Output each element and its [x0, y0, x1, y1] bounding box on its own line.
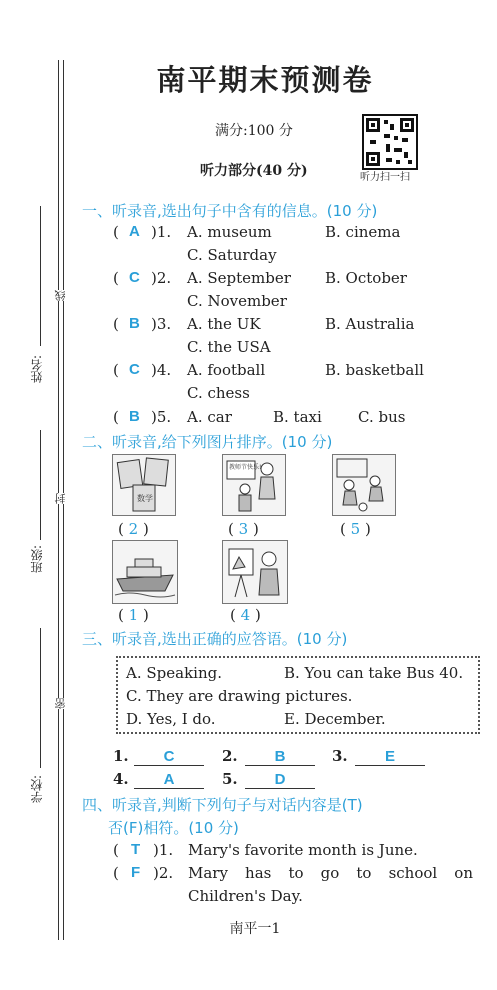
- s1-question-2: ( C )2. A. September B. October: [113, 269, 407, 287]
- s4-answer-2[interactable]: F: [131, 864, 141, 881]
- listening-part: 听力部分(40 分): [200, 163, 308, 179]
- s1-q2-option-c: C. November: [187, 292, 287, 310]
- s1-q3-option-c: C. the USA: [187, 338, 271, 356]
- school-field-line[interactable]: [40, 628, 41, 768]
- page-footer: 南平一1: [229, 921, 281, 937]
- seal-mark-secret: 密: [54, 698, 67, 709]
- s3-answer-2[interactable]: B: [245, 748, 315, 766]
- picture-5-order: ( 4 ): [230, 606, 261, 624]
- s1-question-5: ( B )5. A. car B. taxi C. bus: [113, 408, 406, 426]
- full-score: 满分:100 分: [215, 123, 293, 139]
- s4-question-2: ( F )2. Mary has to go to school on: [113, 864, 473, 882]
- s1-q4-option-c: C. chess: [187, 384, 250, 402]
- option-c: C. They are drawing pictures.: [126, 687, 353, 705]
- option-b: B. You can take Bus 40.: [284, 664, 464, 682]
- s3-answer-5[interactable]: D: [245, 771, 315, 789]
- s1-answer-3[interactable]: B: [129, 315, 140, 332]
- section2-heading: 二、听录音,给下列图片排序。(10 分): [82, 433, 333, 451]
- picture-ship: [112, 540, 178, 604]
- s1-answer-1[interactable]: A: [129, 223, 140, 240]
- s1-question-4: ( C )4. A. football B. basketball: [113, 361, 424, 379]
- picture-football: [332, 454, 396, 516]
- s1-answer-5[interactable]: B: [129, 408, 140, 425]
- s1-question-3: ( B )3. A. the UK B. Australia: [113, 315, 415, 333]
- section4-heading: 四、听录音,判断下列句子与对话内容是(T): [82, 796, 363, 814]
- name-field-line[interactable]: [40, 206, 41, 346]
- book-label: 数学: [137, 494, 153, 503]
- s4-question-1: ( T )1. Mary's favorite month is June.: [113, 841, 418, 859]
- picture-books: [112, 454, 176, 516]
- class-field-line[interactable]: [40, 430, 41, 540]
- s1-answer-2[interactable]: C: [129, 269, 140, 286]
- s3-answer-4[interactable]: A: [134, 771, 204, 789]
- picture-2-answer[interactable]: 3: [238, 520, 249, 538]
- option-a: A. Speaking.: [126, 664, 222, 682]
- picture-3-order: ( 5 ): [340, 520, 371, 538]
- card-text: 教师节快乐!: [229, 464, 262, 471]
- page-title: 南平期末预测卷: [156, 63, 374, 97]
- picture-3-answer[interactable]: 5: [350, 520, 361, 538]
- section3-heading: 三、听录音,选出正确的应答语。(10 分): [82, 630, 348, 648]
- section1-heading: 一、听录音,选出句子中含有的信息。(10 分): [82, 202, 378, 220]
- class-label: 班级:: [30, 545, 44, 574]
- s4-q2-cont: Children's Day.: [188, 887, 303, 905]
- picture-drawing: [222, 540, 288, 604]
- qr-code[interactable]: [362, 114, 418, 170]
- option-e: E. December.: [284, 710, 386, 728]
- name-label: 姓名:: [30, 355, 44, 384]
- s1-q1-option-c: C. Saturday: [187, 246, 277, 264]
- picture-1-answer[interactable]: 2: [128, 520, 139, 538]
- picture-teachers-day: [222, 454, 286, 516]
- s4-answer-1[interactable]: T: [131, 841, 141, 858]
- qr-caption: 听力扫一扫: [360, 172, 410, 183]
- s1-answer-4[interactable]: C: [129, 361, 140, 378]
- school-label: 学校:: [30, 775, 44, 804]
- picture-2-order: ( 3 ): [228, 520, 259, 538]
- s3-answer-3[interactable]: E: [355, 748, 425, 766]
- picture-1-order: ( 2 ): [118, 520, 149, 538]
- picture-4-answer[interactable]: 1: [128, 606, 139, 624]
- seal-mark-line: 线: [54, 290, 67, 301]
- s1-question-1: ( A )1. A. museum B. cinema: [113, 223, 401, 241]
- seal-mark-seal: 封: [54, 493, 67, 504]
- options-box: [116, 656, 480, 734]
- picture-4-order: ( 1 ): [118, 606, 149, 624]
- s3-answer-1[interactable]: C: [134, 748, 204, 766]
- option-d: D. Yes, I do.: [126, 710, 216, 728]
- section4-heading-cont: 否(F)相符。(10 分): [108, 819, 239, 837]
- picture-5-answer[interactable]: 4: [240, 606, 251, 624]
